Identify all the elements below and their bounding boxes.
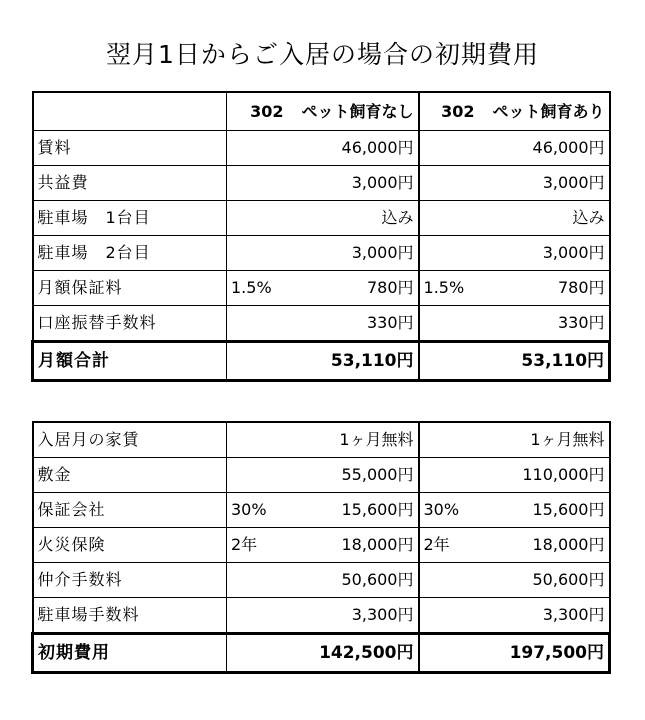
table-row-brokerage-fee — [33, 563, 610, 598]
initial-total-row — [33, 634, 610, 673]
row-note-b: 1.5% — [419, 271, 466, 306]
row-value-b: 18,000円 — [466, 528, 610, 563]
row-label: 口座振替手数料 — [33, 306, 227, 342]
row-note-b: 30% — [419, 493, 466, 528]
row-label: 共益費 — [33, 166, 227, 201]
row-note-a: 1.5% — [227, 271, 281, 306]
row-value-a: 55,000円 — [281, 458, 419, 493]
row-value-a: 46,000円 — [281, 131, 419, 166]
row-note-a — [227, 563, 281, 598]
row-value-b: 3,000円 — [466, 166, 610, 201]
row-note-b — [419, 422, 466, 458]
row-note-a — [227, 236, 281, 271]
row-value-b: 3,300円 — [466, 598, 610, 634]
row-value-b: 込み — [466, 201, 610, 236]
row-label: 駐車場 1台目 — [33, 201, 227, 236]
row-note-b — [419, 166, 466, 201]
total-value-a: 142,500円 — [227, 634, 419, 673]
row-note-a — [227, 201, 281, 236]
row-value-a: 780円 — [281, 271, 419, 306]
row-note-a: 30% — [227, 493, 281, 528]
row-note-a: 2年 — [227, 528, 281, 563]
row-note-b — [419, 563, 466, 598]
table-row-parking-1 — [33, 201, 610, 236]
table-row-guarantee-company — [33, 493, 610, 528]
row-value-a: 50,600円 — [281, 563, 419, 598]
table-row-common-fee — [33, 166, 610, 201]
row-note-b — [419, 201, 466, 236]
page-title: 翌月1日からご入居の場合の初期費用 — [106, 39, 539, 69]
row-value-b: 1ヶ月無料 — [466, 422, 610, 458]
column-header-plan: ペット飼育あり — [492, 101, 605, 121]
row-note-a — [227, 598, 281, 634]
row-label: 月額保証料 — [33, 271, 227, 306]
table-row-transfer-fee — [33, 306, 610, 342]
row-value-b: 50,600円 — [466, 563, 610, 598]
row-value-a: 3,000円 — [281, 166, 419, 201]
row-value-a: 3,000円 — [281, 236, 419, 271]
row-value-b: 780円 — [466, 271, 610, 306]
monthly-total-row — [33, 342, 610, 381]
row-value-b: 46,000円 — [466, 131, 610, 166]
row-value-a: 3,300円 — [281, 598, 419, 634]
total-value-a: 53,110円 — [227, 342, 419, 381]
row-value-b: 3,000円 — [466, 236, 610, 271]
row-note-b — [419, 306, 466, 342]
total-label: 初期費用 — [33, 634, 227, 673]
row-note-b — [419, 131, 466, 166]
row-label: 保証会社 — [33, 493, 227, 528]
column-header-plan: ペット飼育なし — [301, 101, 414, 121]
table-row-parking-2 — [33, 236, 610, 271]
table-row-parking-fee — [33, 598, 610, 634]
column-header-room: 302 — [250, 101, 284, 121]
row-label: 駐車場 2台目 — [33, 236, 227, 271]
row-value-a: 18,000円 — [281, 528, 419, 563]
initial-cost-table — [31, 421, 611, 674]
row-note-a — [227, 458, 281, 493]
row-note-b — [419, 458, 466, 493]
column-header-no-pet — [227, 92, 419, 131]
table-row-monthly-guarantee — [33, 271, 610, 306]
header-blank-cell — [33, 92, 227, 131]
row-value-a: 15,600円 — [281, 493, 419, 528]
row-note-a — [227, 166, 281, 201]
row-value-b: 15,600円 — [466, 493, 610, 528]
monthly-cost-table — [31, 91, 611, 382]
column-header-room: 302 — [441, 101, 475, 121]
row-note-b — [419, 598, 466, 634]
row-label: 賃料 — [33, 131, 227, 166]
row-value-b: 330円 — [466, 306, 610, 342]
table-row-deposit — [33, 458, 610, 493]
row-value-b: 110,000円 — [466, 458, 610, 493]
row-note-a — [227, 422, 281, 458]
row-note-b — [419, 236, 466, 271]
table-row-rent — [33, 131, 610, 166]
column-header-with-pet — [419, 92, 610, 131]
row-value-a: 1ヶ月無料 — [281, 422, 419, 458]
row-note-a — [227, 131, 281, 166]
row-label: 入居月の家賃 — [33, 422, 227, 458]
table-row-fire-insurance — [33, 528, 610, 563]
row-label: 仲介手数料 — [33, 563, 227, 598]
total-label: 月額合計 — [33, 342, 227, 381]
total-value-b: 197,500円 — [419, 634, 610, 673]
row-note-b: 2年 — [419, 528, 466, 563]
row-note-a — [227, 306, 281, 342]
row-value-a: 330円 — [281, 306, 419, 342]
column-header-row — [33, 92, 610, 131]
row-label: 火災保険 — [33, 528, 227, 563]
row-value-a: 込み — [281, 201, 419, 236]
total-value-b: 53,110円 — [419, 342, 610, 381]
row-label: 敷金 — [33, 458, 227, 493]
table-row-first-month-rent — [33, 422, 610, 458]
row-label: 駐車場手数料 — [33, 598, 227, 634]
